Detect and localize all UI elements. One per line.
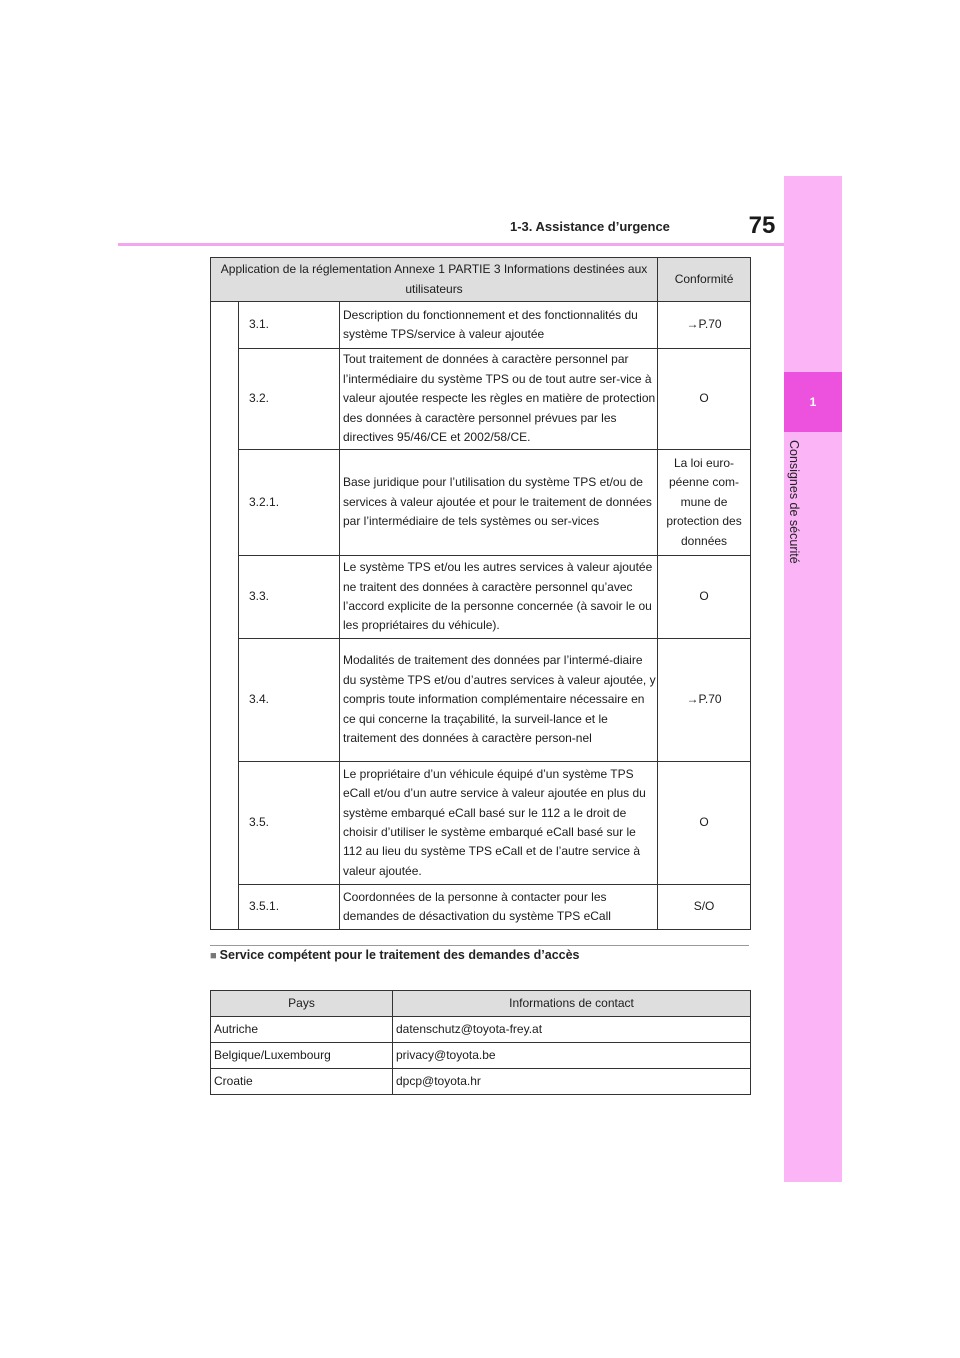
section-rule bbox=[210, 945, 749, 946]
header-country: Pays bbox=[211, 991, 393, 1017]
row-conformity: La loi euro-péenne com-mune de protection des données bbox=[658, 450, 751, 556]
table-row bbox=[211, 349, 751, 450]
section-heading-text: Service compétent pour le traitement des demandes d’accès bbox=[219, 948, 580, 962]
row-number: 3.2.1. bbox=[239, 450, 340, 556]
contact-header-row bbox=[211, 991, 751, 1017]
contact-email-link[interactable]: datenschutz@toyota-frey.at bbox=[393, 1017, 751, 1043]
blank-group-cell bbox=[211, 302, 239, 930]
row-number: 3.2. bbox=[239, 349, 340, 450]
row-conformity: →P.70 bbox=[658, 302, 751, 349]
row-conformity: S/O bbox=[658, 885, 751, 930]
row-number: 3.5.1. bbox=[239, 885, 340, 930]
table-row bbox=[211, 302, 751, 349]
row-conformity: O bbox=[658, 349, 751, 450]
row-number: 3.4. bbox=[239, 639, 340, 762]
row-conformity: O bbox=[658, 762, 751, 885]
square-bullet-icon: ■ bbox=[210, 950, 217, 962]
side-tab-number: 1 bbox=[784, 372, 842, 432]
side-tab-label: Consignes de sécurité bbox=[787, 440, 801, 564]
regulation-table bbox=[210, 257, 751, 930]
header-desc: Application de la réglementation Annexe 1 PARTIE 3 Informations destinées aux utilisateurs bbox=[211, 258, 658, 302]
row-description: Coordonnées de la personne à contacter pour les demandes de désactivation du système TPS eCall bbox=[340, 885, 658, 930]
page-number: 75 bbox=[748, 212, 776, 239]
table-row bbox=[211, 1043, 751, 1069]
table-row bbox=[211, 885, 751, 930]
country-cell: Belgique/Luxembourg bbox=[211, 1043, 393, 1069]
row-description: Le système TPS et/ou les autres services à valeur ajoutée ne traitent des données à caractère personnel qu’avec l’accord explicite de la personne concernée (à savoir le ou les propriétaires du véhicule). bbox=[340, 556, 658, 639]
row-description: Modalités de traitement des données par l’intermé-diaire du système TPS et/ou d’autres services à valeur ajoutée, y compris toute information complémentaire nécessaire en ce qui concerne la traçabilité, la surveil-lance et le traitement des données à caractère person-nel bbox=[340, 639, 658, 762]
row-description: Le propriétaire d’un véhicule équipé d’un système TPS eCall et/ou d’un autre service à valeur ajoutée en plus du système embarqué eCall basé sur le 112 a le droit de choisir d’utiliser le système embarqué eCall basé sur le 112 au lieu du système TPS eCall et de l’autre service à valeur ajoutée. bbox=[340, 762, 658, 885]
side-tab bbox=[784, 176, 842, 1182]
running-head: 1-3. Assistance d’urgence bbox=[510, 219, 670, 234]
header-rule bbox=[118, 243, 784, 246]
table-row bbox=[211, 762, 751, 885]
row-conformity: →P.70 bbox=[658, 639, 751, 762]
row-number: 3.5. bbox=[239, 762, 340, 885]
country-cell: Croatie bbox=[211, 1069, 393, 1095]
table-row bbox=[211, 450, 751, 556]
row-description: Base juridique pour l’utilisation du système TPS et/ou de services à valeur ajoutée et pour le traitement de données par l’intermédiaire de tels systèmes ou ser-vices bbox=[340, 450, 658, 556]
row-description: Tout traitement de données à caractère personnel par l’intermédiaire du système TPS ou de tout autre ser-vice à valeur ajoutée respecte les règles en matière de protection des données à caractère personnel prévues par les directives 95/46/CE et 2002/58/CE. bbox=[340, 349, 658, 450]
row-number: 3.3. bbox=[239, 556, 340, 639]
row-description: Description du fonctionnement et des fonctionnalités du système TPS/service à valeur ajoutée bbox=[340, 302, 658, 349]
contact-email-link[interactable]: dpcp@toyota.hr bbox=[393, 1069, 751, 1095]
table-row bbox=[211, 556, 751, 639]
section-heading bbox=[210, 948, 580, 962]
row-number: 3.1. bbox=[239, 302, 340, 349]
table-row bbox=[211, 639, 751, 762]
country-cell: Autriche bbox=[211, 1017, 393, 1043]
row-conformity: O bbox=[658, 556, 751, 639]
contact-table bbox=[210, 990, 751, 1095]
header-contact: Informations de contact bbox=[393, 991, 751, 1017]
table-header-row bbox=[211, 258, 751, 302]
table-row bbox=[211, 1017, 751, 1043]
contact-email-link[interactable]: privacy@toyota.be bbox=[393, 1043, 751, 1069]
table-row bbox=[211, 1069, 751, 1095]
header-conf: Conformité bbox=[658, 258, 751, 302]
